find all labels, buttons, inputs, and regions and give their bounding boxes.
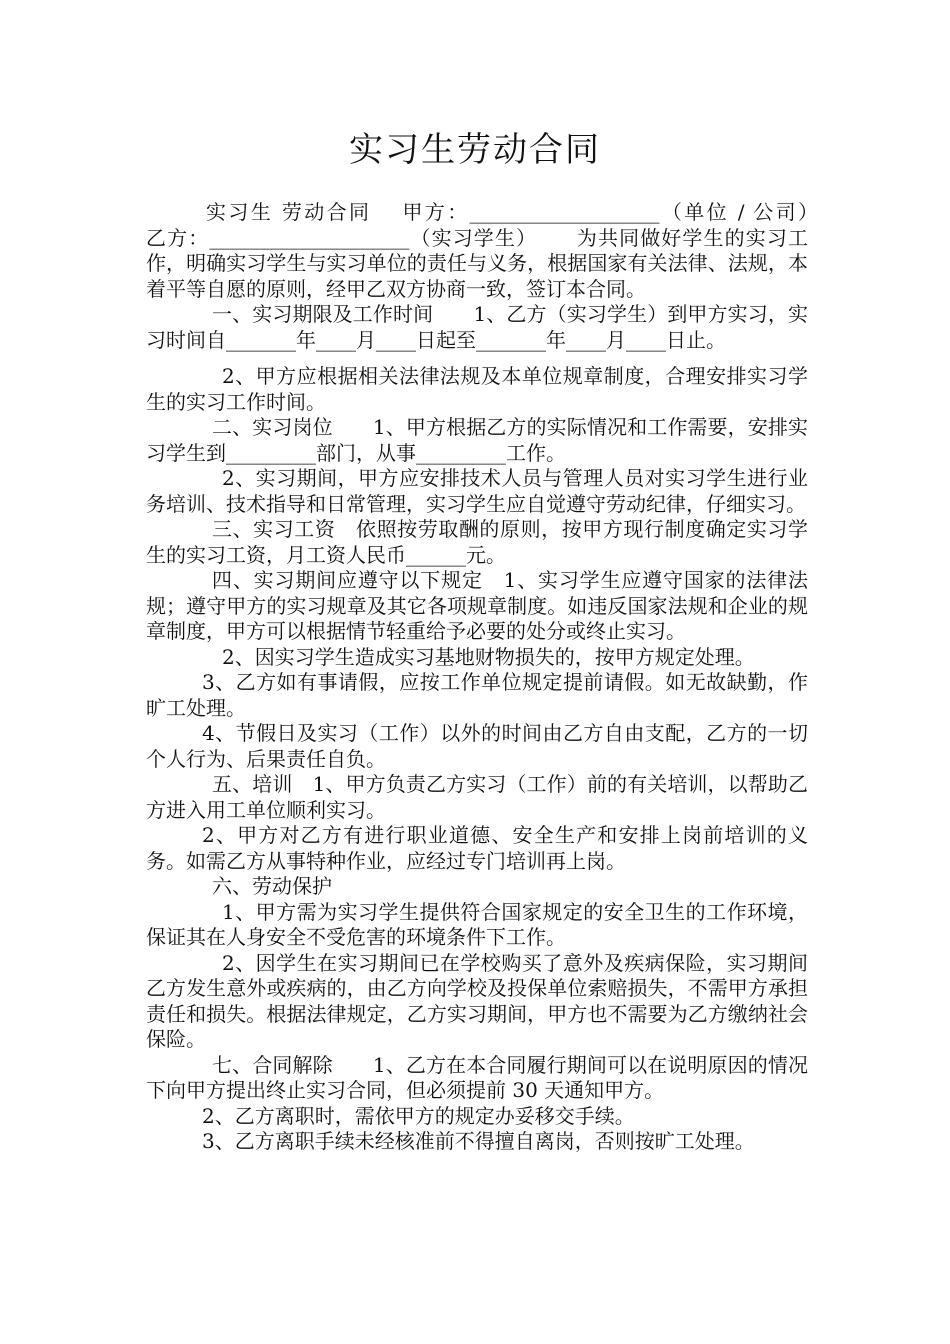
contract-paragraph: 2、实习期间，甲方应安排技术人员与管理人员对实习学生进行业务培训、技术指导和日常管理，实习学生应自觉遵守劳动纪律，仔细实习。 [146, 466, 808, 516]
contract-paragraph: 二、实习岗位 1、甲方根据乙方的实际情况和工作需要，安排实习学生到_________部门，从事_________工作。 [146, 415, 808, 465]
contract-paragraph: 4、节假日及实习（工作）以外的时间由乙方自由支配，乙方的一切个人行为、后果责任自负。 [146, 721, 808, 771]
contract-paragraph: 2、甲方应根据相关法律法规及本单位规章制度，合理安排实习学生的实习工作时间。 [146, 364, 808, 414]
contract-paragraph: 一、实习期限及工作时间 1、乙方（实习学生）到甲方实习，实习时间自_______年____月____日起至_______年____月____日止。 [146, 302, 808, 352]
contract-paragraph: 七、合同解除 1、乙方在本合同履行期间可以在说明原因的情况下向甲方提出终止实习合同，但必须提前 30 天通知甲方。 [146, 1052, 808, 1102]
contract-paragraph: 实习生 劳动合同 甲方：___________________（单位 / 公司） 乙方：____________________（实习学生） 为共同做好学生的实习工作，明确实习学生与实习单位的责任与义务，根据国家有关法律、法规，本着平等自愿的原则，经甲乙双方协商一致，签订本合同。 [146, 200, 855, 301]
contract-paragraph: 3、乙方如有事请假，应按工作单位规定提前请假。如无故缺勤，作旷工处理。 [146, 670, 808, 720]
contract-paragraph: 2、因实习学生造成实习基地财物损失的，按甲方规定处理。 [222, 644, 755, 669]
contract-paragraph: 三、实习工资 依照按劳取酬的原则，按甲方现行制度确定实习学生的实习工资，月工资人民币______元。 [146, 517, 808, 567]
contract-paragraph: 3、乙方离职手续未经核准前不得擅自离岗，否则按旷工处理。 [202, 1129, 755, 1153]
document-title: 实习生劳动合同 [349, 130, 601, 170]
contract-paragraph: 五、培训 1、甲方负责乙方实习（工作）前的有关培训，以帮助乙方进入用工单位顺利实习。 [146, 772, 808, 822]
document-body [146, 200, 855, 1155]
contract-paragraph: 2、因学生在实习期间已在学校购买了意外及疾病保险，实习期间乙方发生意外或疾病的，由乙方向学校及投保单位索赔损失，不需甲方承担责任和损失。根据法律规定，乙方实习期间，甲方也不需要为乙方缴纳社会保险。 [146, 950, 808, 1051]
contract-paragraph: 1、甲方需为实习学生提供符合国家规定的安全卫生的工作环境，保证其在人身安全不受危害的环境条件下工作。 [146, 899, 808, 949]
contract-paragraph: 2、乙方离职时，需依甲方的规定办妥移交手续。 [202, 1103, 635, 1128]
contract-paragraph: 四、实习期间应遵守以下规定 1、实习学生应遵守国家的法律法规；遵守甲方的实习规章及其它各项规章制度。如违反国家法规和企业的规章制度，甲方可以根据情节轻重给予必要的处分或终止实习。 [146, 568, 808, 643]
contract-paragraph: 2、甲方对乙方有进行职业道德、安全生产和安排上岗前培训的义务。如需乙方从事特种作业，应经过专门培训再上岗。 [146, 823, 808, 873]
contract-paragraph: 六、劳动保护 [212, 874, 332, 898]
